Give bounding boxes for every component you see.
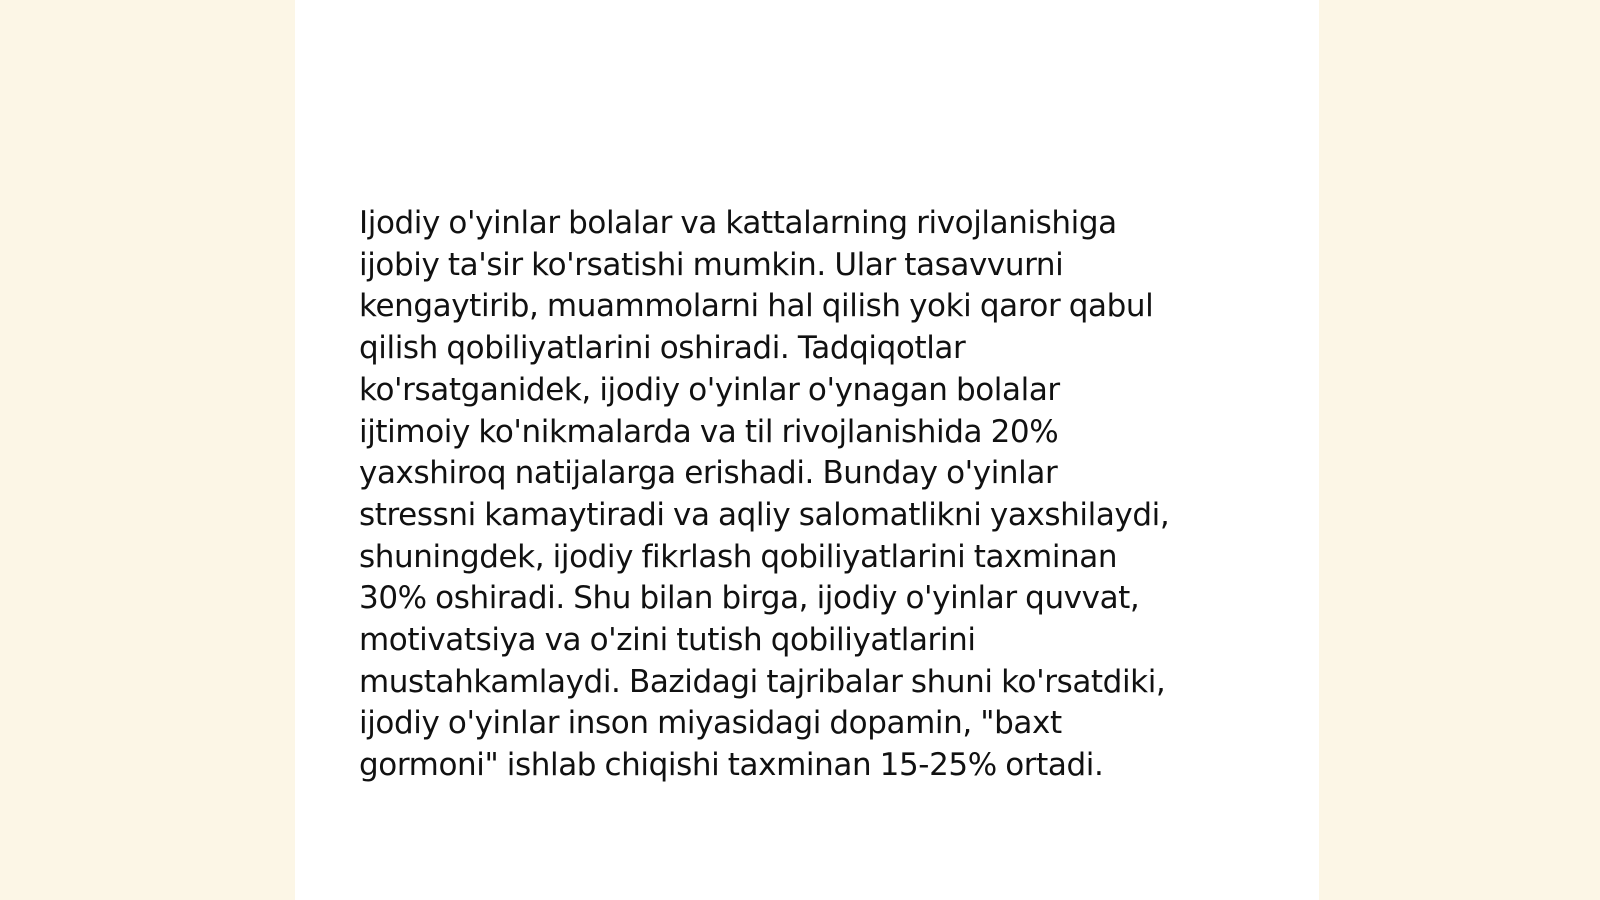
body-paragraph: Ijodiy o'yinlar bolalar va kattalarning rivojlanishiga ijobiy ta'sir ko'rsatishi mumkin. Ular tasavvurni kengaytirib, muammolarni hal qilish yoki qaror qabul qilish qobiliyatlarini oshiradi. Tadqiqotlar ko'rsatganidek, ijodiy o'yinlar o'ynagan bolalar ijtimoiy ko'nikmalarda va til rivojlanishida 20% yaxshiroq natijalarga erishadi. Bunday o'yinlar stressni kamaytiradi va aqliy salomatlikni yaxshilaydi, shuningdek, ijodiy fikrlash qobiliyatlarini taxminan 30% oshiradi. Shu bilan birga, ijodiy o'yinlar quvvat, motivatsiya va o'zini tutish qobiliyatlarini mustahkamlaydi. Bazidagi tajribalar shuni ko'rsatdiki, ijodiy o'yinlar inson miyasidagi dopamin, "baxt gormoni" ishlab chiqishi taxminan 15-25% ortadi.	[359, 205, 1170, 784]
document-page	[295, 0, 1319, 900]
